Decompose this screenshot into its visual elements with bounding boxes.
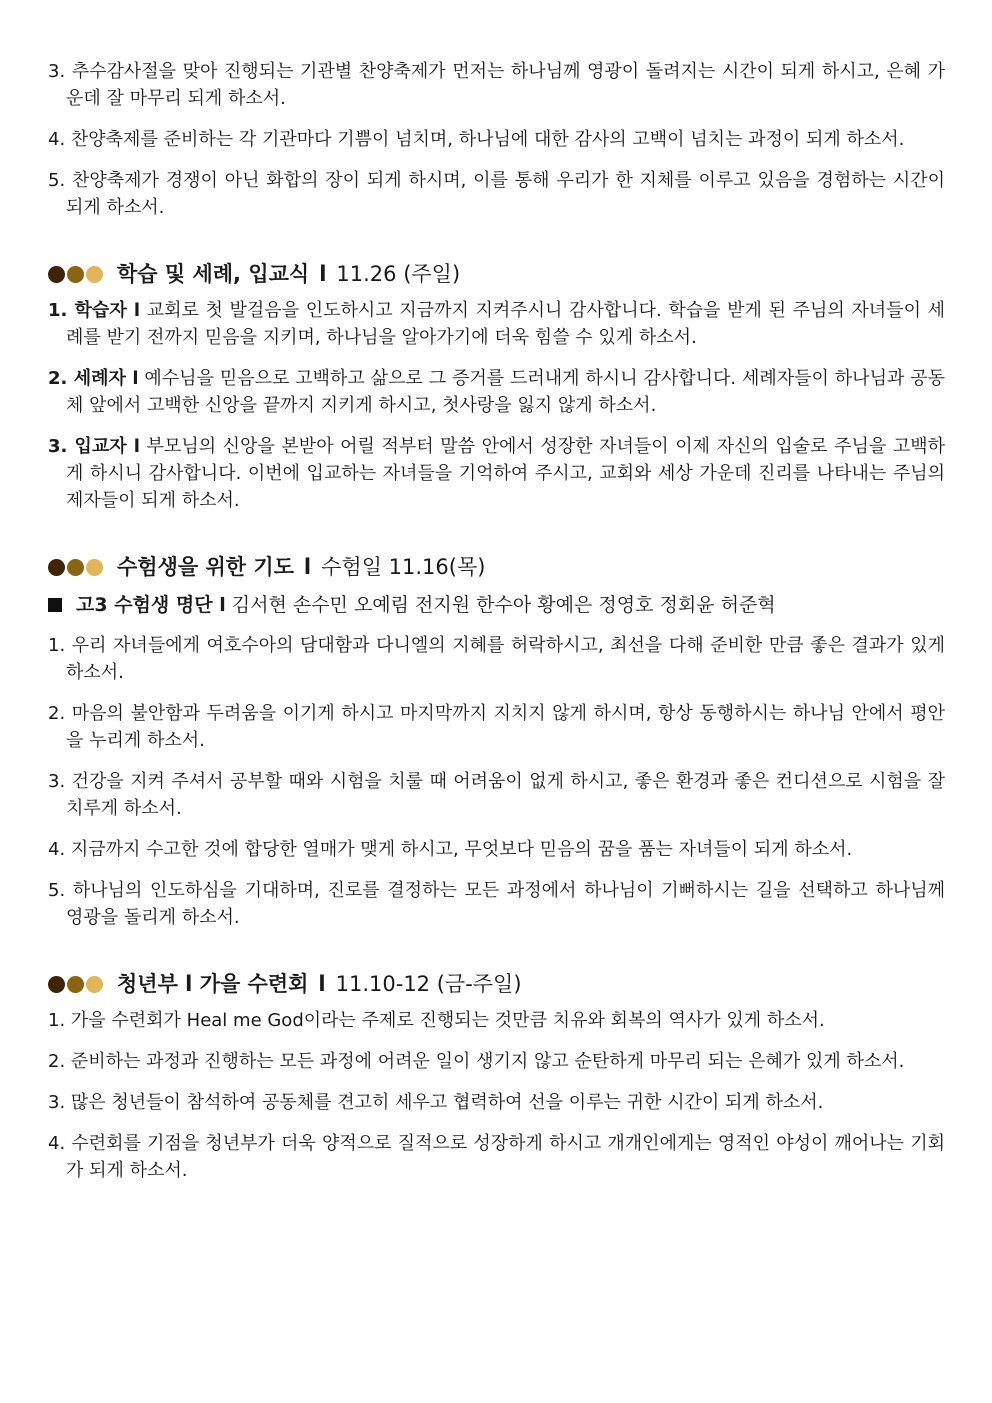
- exam-item-4: 4. 지금까지 수고한 것에 합당한 열매가 맺게 하시고, 무엇보다 믿음의 꿈을 품는 자녀들이 되게 하소서.: [48, 839, 853, 860]
- item-text: 부모님의 신앙을 본받아 어릴 적부터 말씀 안에서 성장한 자녀들이 이제 자신의 입술로 주님을 고백하게 하시니 감사합니다. 이번에 입교하는 자녀들을 기억하여 주시고, 교회와 세상 가운데 진리를 나타내는 주님의 제자들이 되게 하소서.: [66, 436, 945, 511]
- item-label: 2. 세례자 l: [48, 368, 139, 389]
- section-separator: l: [303, 555, 312, 579]
- baptism-item-1: [48, 297, 945, 351]
- intro-item-4: 4. 찬양축제를 준비하는 각 기관마다 기쁨이 넘치며, 하나님에 대한 감사의 고백이 넘치는 과정이 되게 하소서.: [48, 129, 905, 150]
- youth-item-3: 3. 많은 청년들이 참석하여 공동체를 견고히 세우고 협력하여 선을 이루는 귀한 시간이 되게 하소서.: [48, 1092, 824, 1113]
- item-text: 예수님을 믿음으로 고백하고 삶으로 그 증거를 드러내게 하시니 감사합니다. 세례자들이 하나님과 공동체 앞에서 고백한 신앙을 끝까지 지키게 하시고, 첫사랑을 잃지 않게 하소서.: [66, 368, 945, 416]
- item-label: 3. 입교자 l: [48, 436, 140, 457]
- youth-item-1: 1. 가을 수련회가 Heal me God이라는 주제로 진행되는 것만큼 치유와 회복의 역사가 있게 하소서.: [48, 1010, 825, 1031]
- section-separator: l: [319, 262, 327, 286]
- section-title: 학습 및 세례, 입교식: [117, 262, 310, 286]
- intro-item-5: 5. 찬양축제가 경쟁이 아닌 화합의 장이 되게 하시며, 이를 통해 우리가 한 지체를 이루고 있음을 경험하는 시간이 되게 하소서.: [48, 170, 945, 218]
- youth-item-2: 2. 준비하는 과정과 진행하는 모든 과정에 어려운 일이 생기지 않고 순탄하게 마무리 되는 은혜가 있게 하소서.: [48, 1051, 905, 1072]
- roster-names: 김서현 손수민 오예림 전지원 한수아 황예은 정영호 정회윤 허준혁: [231, 594, 776, 616]
- section-title: 청년부 l 가을 수련회: [117, 972, 309, 996]
- section-exam-header: [48, 552, 945, 582]
- exam-item-1: 1. 우리 자녀들에게 여호수아의 담대함과 다니엘의 지혜를 허락하시고, 최선을 다해 준비한 만큼 좋은 결과가 있게 하소서.: [48, 635, 945, 683]
- youth-item-4: 4. 수련회를 기점을 청년부가 더욱 양적으로 질적으로 성장하게 하시고 개개인에게는 영적인 야성이 깨어나는 기회가 되게 하소서.: [48, 1133, 945, 1181]
- intro-item-3: 3. 추수감사절을 맞아 진행되는 기관별 찬양축제가 먼저는 하나님께 영광이 돌려지는 시간이 되게 하시고, 은혜 가운데 잘 마무리 되게 하소서.: [48, 61, 945, 109]
- baptism-item-3: [48, 433, 945, 514]
- exam-roster: [48, 590, 945, 620]
- section-dots-icon: [48, 976, 103, 993]
- section-date: 11.26 (주일): [336, 262, 461, 286]
- exam-item-5: 5. 하나님의 인도하심을 기대하며, 진로를 결정하는 모든 과정에서 하나님이 기뻐하시는 길을 선택하고 하나님께 영광을 돌리게 하소서.: [48, 880, 945, 928]
- section-title: 수험생을 위한 기도: [117, 555, 294, 579]
- exam-item-3: 3. 건강을 지켜 주셔서 공부할 때와 시험을 치룰 때 어려움이 없게 하시고, 좋은 환경과 좋은 컨디션으로 시험을 잘 치루게 하소서.: [48, 771, 945, 819]
- section-separator: l: [318, 972, 326, 996]
- exam-item-2: 2. 마음의 불안함과 두려움을 이기게 하시고 마지막까지 지치지 않게 하시며, 항상 동행하시는 하나님 안에서 평안을 누리게 하소서.: [48, 703, 945, 751]
- section-dots-icon: [48, 266, 103, 283]
- baptism-item-2: [48, 365, 945, 419]
- section-youth-header: [48, 969, 945, 999]
- item-text: 교회로 첫 발걸음을 인도하시고 지금까지 지켜주시니 감사합니다. 학습을 받게 된 주님의 자녀들이 세례를 받기 전까지 믿음을 지키며, 하나님을 알아가기에 더욱 힘쓸 수 있게 하소서.: [66, 300, 945, 348]
- item-label: 1. 학습자 l: [48, 300, 141, 321]
- section-baptism-header: [48, 259, 945, 289]
- section-date: 11.10-12 (금-주일): [335, 972, 522, 996]
- prayer-document: [48, 58, 945, 1198]
- roster-label: 고3 수험생 명단 l: [76, 594, 226, 616]
- section-date: 수험일 11.16(목): [321, 555, 486, 579]
- square-bullet-icon: [48, 598, 62, 612]
- section-dots-icon: [48, 559, 103, 576]
